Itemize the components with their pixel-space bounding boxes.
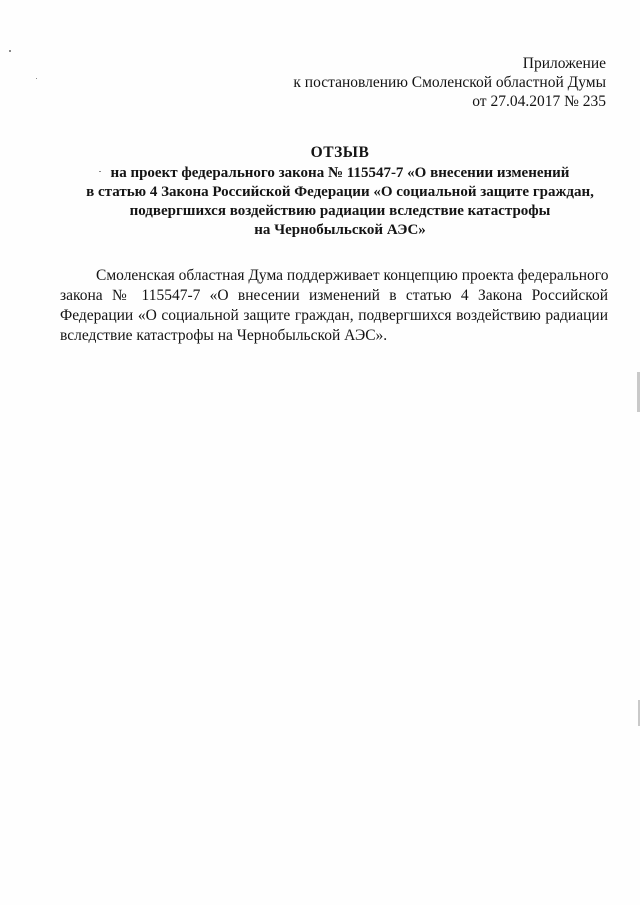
appendix-label: Приложение: [522, 55, 606, 72]
title-line-4: на Чернобыльской АЭС»: [254, 222, 426, 238]
appendix-resolution: к постановлению Смоленской областной Думы: [293, 74, 606, 91]
appendix-header: [293, 54, 606, 111]
title-line-1: на проект федерального закона № 115547-7 «О внесении изменений: [110, 165, 570, 181]
title-heading: ОТЗЫВ: [310, 144, 370, 161]
body-line-2: закона № 115547-7 «О внесении изменений в статью 4 Закона Российской: [60, 287, 608, 304]
title-line-3: подвергшихся воздействию радиации вследствие катастрофы: [129, 203, 551, 219]
body-line-4: вследствие катастрофы на Чернобыльской АЭС».: [60, 327, 388, 344]
scan-speck: [36, 78, 37, 79]
scan-speck: [99, 171, 101, 172]
appendix-date-number: от 27.04.2017 № 235: [472, 93, 606, 110]
title-line-2: в статью 4 Закона Российской Федерации «О социальной защите граждан,: [86, 184, 594, 200]
document-title: [60, 143, 620, 240]
body-line-3: Федерации «О социальной защите граждан, подвергшихся воздействию радиации: [60, 307, 608, 324]
body-paragraph: [60, 266, 608, 346]
scan-speck: [9, 50, 11, 52]
body-line-1: Смоленская областная Дума поддерживает концепцию проекта федерального: [96, 267, 609, 284]
